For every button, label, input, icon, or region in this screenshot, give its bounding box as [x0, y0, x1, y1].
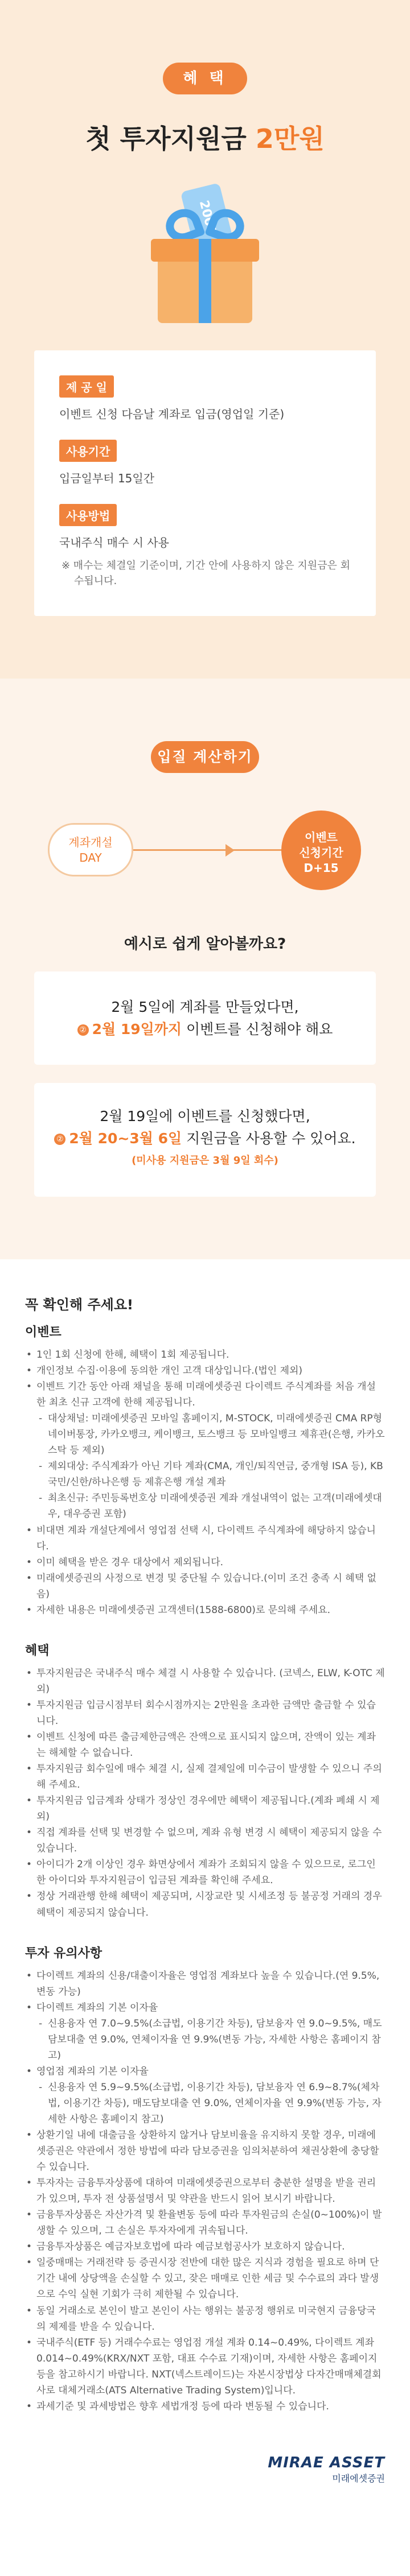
benefit-text-usage-method: 국내주식 매수 시 사용 [59, 536, 169, 549]
timeline-account-open: 계좌개설 DAY [48, 823, 133, 876]
example-1-line-2 [46, 1019, 364, 1041]
notice-sub-item: - 대상채널: 미래에셋증권 모바일 홈페이지, M-STOCK, 미래에셋증권 CMA RP형 네이버통장, 카카오뱅크, 케이뱅크, 토스뱅크 등 모바일뱅크 제휴관(은행, 카카오 스탁 등 제외) [25, 1411, 385, 1458]
example-2-accent: 2월 20~3월 6일 [69, 1130, 182, 1147]
benefit-label-provide-date: 제 공 일 [59, 375, 114, 398]
notice-item: • 일중매매는 거래전략 등 증권시장 전반에 대한 많은 지식과 경험을 필요로 하며 단기간 내에 상당액을 손실할 수 있고, 잦은 매매로 인한 세금 및 수수료의 과다 발생으로 수익 실현 기회가 극히 제한될 수 있습니다. [25, 2255, 385, 2302]
example-1-dot-icon: ② [77, 1024, 89, 1036]
notice-item: • 다이렉트 계좌의 기본 이자율 [25, 2000, 385, 2016]
schedule-section [0, 679, 410, 1259]
notice-item: • 다이렉트 계좌의 신용/대출이자율은 영업점 계좌보다 높을 수 있습니다.(연 9.5%, 변동 가능) [25, 1968, 385, 2000]
example-2-line-2 [46, 1128, 364, 1150]
benefit-title [0, 118, 410, 156]
notice-head-investment: 투자 유의사항 [25, 1946, 102, 1961]
benefit-text-usage-period: 입금일부터 15일간 [59, 472, 155, 485]
notice-item: • 금융투자상품은 예금자보호법에 따라 예금보험공사가 보호하지 않습니다. [25, 2239, 385, 2255]
notice-item: • 이벤트 기간 동안 아래 채널을 통해 미래에셋증권 다이렉트 주식계좌를 처음 개설한 최초 신규 고객에 한해 제공됩니다. [25, 1379, 385, 1411]
example-1-accent: 2월 19일까지 [92, 1020, 182, 1037]
schedule-tag: 입질 계산하기 [151, 741, 259, 773]
benefit-title-accent: 2만원 [255, 123, 325, 154]
notice-item: • 동일 거래소로 본인이 발고 본인이 사는 행위는 불공정 행위로 미국현지 금융당국의 제제를 받을 수 있습니다. [25, 2303, 385, 2335]
notice-title: 꼭 확인해 주세요! [25, 1297, 133, 1313]
notice-item: • 이벤트 신청에 따른 출금제한금액은 잔액으로 표시되지 않으며, 잔액이 있는 계좌는 해체할 수 없습니다. [25, 1729, 385, 1761]
notice-item: • 과세기준 및 과세방법은 향후 세법개정 등에 따라 변동될 수 있습니다. [25, 2399, 385, 2414]
notice-section [0, 1259, 410, 2437]
example-2-dot-icon: ② [54, 1134, 65, 1145]
example-card-2 [34, 1083, 376, 1197]
benefit-label-usage-period: 사용기간 [59, 440, 117, 462]
logo-sub-text: 미래에셋증권 [332, 2472, 385, 2484]
schedule-timeline [23, 799, 387, 902]
timeline-apply-period: 이벤트 신청기간 D+15 [281, 811, 361, 890]
notice-item: • 투자지원금은 국내주식 매수 체결 시 사용할 수 있습니다. (코넥스, ELW, K-OTC 제외) [25, 1665, 385, 1697]
example-2-sub: (미사용 지원금은 3월 9일 회수) [132, 1154, 278, 1167]
notice-head-benefit: 혜택 [25, 1643, 50, 1658]
example-card-1 [34, 971, 376, 1065]
benefit-label-usage-method: 사용방법 [59, 504, 117, 526]
logo-main-text: MIRAE ASSET [268, 2454, 385, 2471]
footer [0, 2437, 410, 2519]
notice-list-event [25, 1347, 385, 1618]
mirae-asset-logo [268, 2454, 385, 2484]
notice-item: • 미래에셋증권의 사정으로 변경 및 중단될 수 있습니다.(이미 조건 충족 시 혜택 없음) [25, 1570, 385, 1602]
gift-ribbon [199, 239, 211, 323]
notice-list-investment [25, 1968, 385, 2414]
benefit-title-prefix: 첫 투자지원금 [85, 123, 256, 154]
benefit-detail-card [34, 350, 376, 616]
gift-card-icon: 2000 [181, 183, 235, 253]
example-title: 예시로 쉽게 알아볼까요? [124, 936, 286, 953]
notice-item: • 직접 계좌를 선택 및 변경할 수 없으며, 계좌 유형 변경 시 혜택이 제공되지 않을 수 있습니다. [25, 1825, 385, 1856]
notice-head-event: 이벤트 [25, 1325, 62, 1339]
notice-sub-item: - 제외대상: 주식계좌가 아닌 기타 계좌(CMA, 개인/퇴직연금, 중개형 ISA 등), KB국민/신한/하나은행 등 제휴은행 개설 계좌 [25, 1458, 385, 1490]
notice-item: • 이미 혜택을 받은 경우 대상에서 제외됩니다. [25, 1554, 385, 1570]
notice-item: • 투자지원금 회수일에 매수 체결 시, 실제 결제일에 미수금이 발생할 수 있으니 주의해 주세요. [25, 1761, 385, 1793]
benefit-tag: 혜 택 [163, 63, 247, 94]
timeline-arrow-icon [226, 844, 235, 857]
benefit-note: ※ 매수는 체결일 기준이며, 기간 안에 사용하지 않은 지원금은 회수됩니다. [62, 560, 350, 587]
notice-sub-item: - 신용융자 연 5.9~9.5%(소급법, 이용기간 차등), 담보융자 연 6.9~8.7%(체차법, 이용기간 차등), 매도담보대출 연 9.0%, 연체이자율 연 9.9%(변동 가능, 자세한 사항은 홈페이지 참고) [25, 2079, 385, 2127]
notice-item: • 자세한 내용은 미래에셋증권 고객센터(1588-6800)로 문의해 주세요. [25, 1602, 385, 1618]
notice-item: • 투자지원금 입금계좌 상태가 정상인 경우에만 혜택이 제공됩니다.(계좌 폐쇄 시 제외) [25, 1793, 385, 1825]
notice-item: • 1인 1회 신청에 한해, 혜택이 1회 제공됩니다. [25, 1347, 385, 1363]
notice-list-benefit [25, 1665, 385, 1921]
gift-box-illustration [128, 175, 282, 329]
notice-item: • 투자지원금 입금시점부터 회수시점까지는 2만원을 초과한 금액만 출금할 수 있습니다. [25, 1697, 385, 1729]
notice-item: • 정상 거래관행 한해 혜택이 제공되며, 시장교란 및 시세조정 등 불공정 거래의 경우 혜택이 제공되지 않습니다. [25, 1888, 385, 1920]
notice-sub-item: - 최초신규: 주민등록번호상 미래에셋증권 계좌 개설내역이 없는 고객(미래에셋대우, 대우증권 포함) [25, 1490, 385, 1522]
notice-sub-item: - 신용융자 연 7.0~9.5%(소급법, 이용기간 차등), 담보융자 연 9.0~9.5%, 매도담보대출 연 9.0%, 연체이자율 연 9.9%(변동 가능, 자세한 사항은 홈페이지 참고) [25, 2016, 385, 2064]
notice-item: • 금융투자상품은 자산가격 및 환율변동 등에 따라 투자원금의 손실(0~100%)이 발생할 수 있으며, 그 손실은 투자자에게 귀속됩니다. [25, 2207, 385, 2239]
notice-item: • 투자자는 금융투자상품에 대하여 미래에셋증권으로부터 충분한 설명을 받을 권리가 있으며, 투자 전 상품설명서 및 약관을 반드시 읽어 보시기 바랍니다. [25, 2175, 385, 2207]
benefit-text-provide-date: 이벤트 신청 다음날 계좌로 입금(영업일 기준) [59, 407, 285, 421]
notice-item: • 비대면 계좌 개설단계에서 영업점 선택 시, 다이렉트 주식계좌에 해당하지 않습니다. [25, 1523, 385, 1554]
example-1-rest: 이벤트를 신청해야 해요 [182, 1020, 333, 1037]
benefit-section [0, 0, 410, 679]
notice-item: • 국내주식(ETF 등) 거래수수료는 영업점 개설 계좌 0.14~0.49%, 다이렉트 계좌 0.014~0.49%(KRX/NXT 포함, 대표 수수료 기재)이며, 자세한 사항은 홈페이지 등을 참고하시기 바랍니다. NXT(넥스트레이드)는 자본시장법상 다자간매매체결회사로 대체거래소(ATS Alternative Trading System)입니다. [25, 2335, 385, 2399]
example-2-line-1: 2월 19일에 이벤트를 신청했다면, [100, 1108, 310, 1124]
example-1-line-1: 2월 5일에 계좌를 만들었다면, [111, 999, 299, 1015]
notice-item: • 개인정보 수집·이용에 동의한 개인 고객 대상입니다.(법인 제외) [25, 1363, 385, 1379]
notice-item: • 영업점 계좌의 기본 이자율 [25, 2064, 385, 2079]
notice-item: • 아이디가 2개 이상인 경우 화면상에서 계좌가 조회되지 않을 수 있으므로, 로그인한 아이디와 투자지원금이 입금된 계좌를 확인해 주세요. [25, 1856, 385, 1888]
example-2-rest: 지원금을 사용할 수 있어요. [182, 1130, 356, 1147]
notice-item: • 상환기일 내에 대출금을 상환하지 않거나 담보비율을 유지하지 못할 경우, 미래에셋증권은 약관에서 정한 방법에 따라 담보증권을 임의처분하여 채권상환에 충당할 수 있습니다. [25, 2127, 385, 2175]
